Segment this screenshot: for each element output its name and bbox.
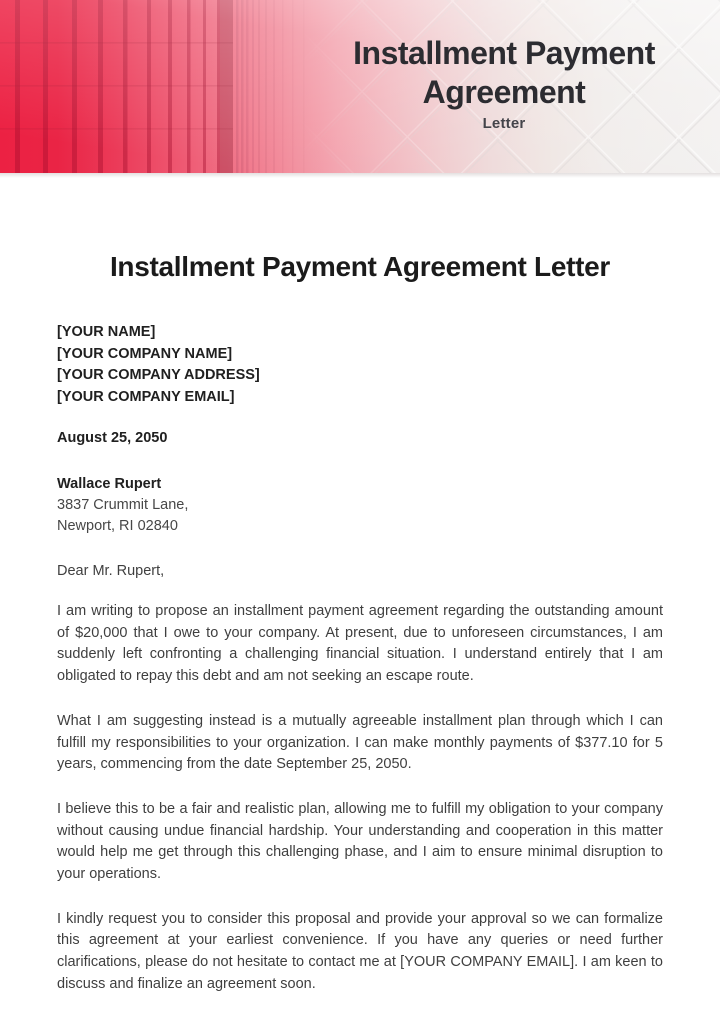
sender-name-placeholder: [YOUR NAME]	[57, 324, 156, 340]
letter-content	[0, 250, 720, 996]
recipient-name: Wallace Rupert	[57, 475, 162, 492]
banner-subtitle: Letter	[482, 115, 526, 132]
sender-company-address-placeholder: [YOUR COMPANY ADDRESS]	[57, 367, 260, 383]
sender-company-placeholder: [YOUR COMPANY NAME]	[57, 345, 233, 362]
banner-text-block	[318, 34, 690, 132]
recipient-info	[57, 473, 663, 538]
letter-title: Installment Payment Agreement Letter	[109, 251, 611, 282]
paragraph-assurance: I believe this to be a fair and realistic plan, allowing me to fulfill my obligation to your company without causing undue financial hardship. Your understanding and cooperation in this matter would help me get through this challenging phase, and I aim to ensure minimal disruption to your operations.	[57, 800, 663, 883]
recipient-address-line1: 3837 Crummit Lane,	[57, 496, 189, 513]
sender-company-email-placeholder: [YOUR COMPANY EMAIL]	[57, 388, 235, 405]
letter-date: August 25, 2050	[57, 430, 168, 446]
recipient-address-line2: Newport, RI 02840	[57, 518, 178, 534]
paragraph-proposal: I am writing to propose an installment payment agreement regarding the outstanding amount of $20,000 that I owe to your company. At present, due to unforeseen circumstances, I am suddenly left confronting a challenging financial situation. I understand entirely that I am obligated to repay this debt and am not seeking an escape route.	[57, 603, 663, 685]
paragraph-plan: What I am suggesting instead is a mutually agreeable installment plan through which I can fulfill my responsibilities to your organization. I can make monthly payments of $377.10 for 5 years, commencing from the date September 25, 2050.	[57, 712, 663, 773]
salutation: Dear Mr. Rupert,	[57, 562, 165, 579]
banner-bottom-shadow	[0, 173, 720, 178]
header-banner	[0, 0, 720, 173]
paragraph-request: I kindly request you to consider this proposal and provide your approval so we can formalize this agreement at your earliest convenience. If you have any queries or need further clarifications, please do not hesitate to contact me at [YOUR COMPANY EMAIL]. I am keen to discuss and finalize an agreement soon.	[57, 910, 663, 992]
sender-info	[57, 322, 663, 408]
banner-title: Installment Payment Agreement	[353, 35, 655, 110]
